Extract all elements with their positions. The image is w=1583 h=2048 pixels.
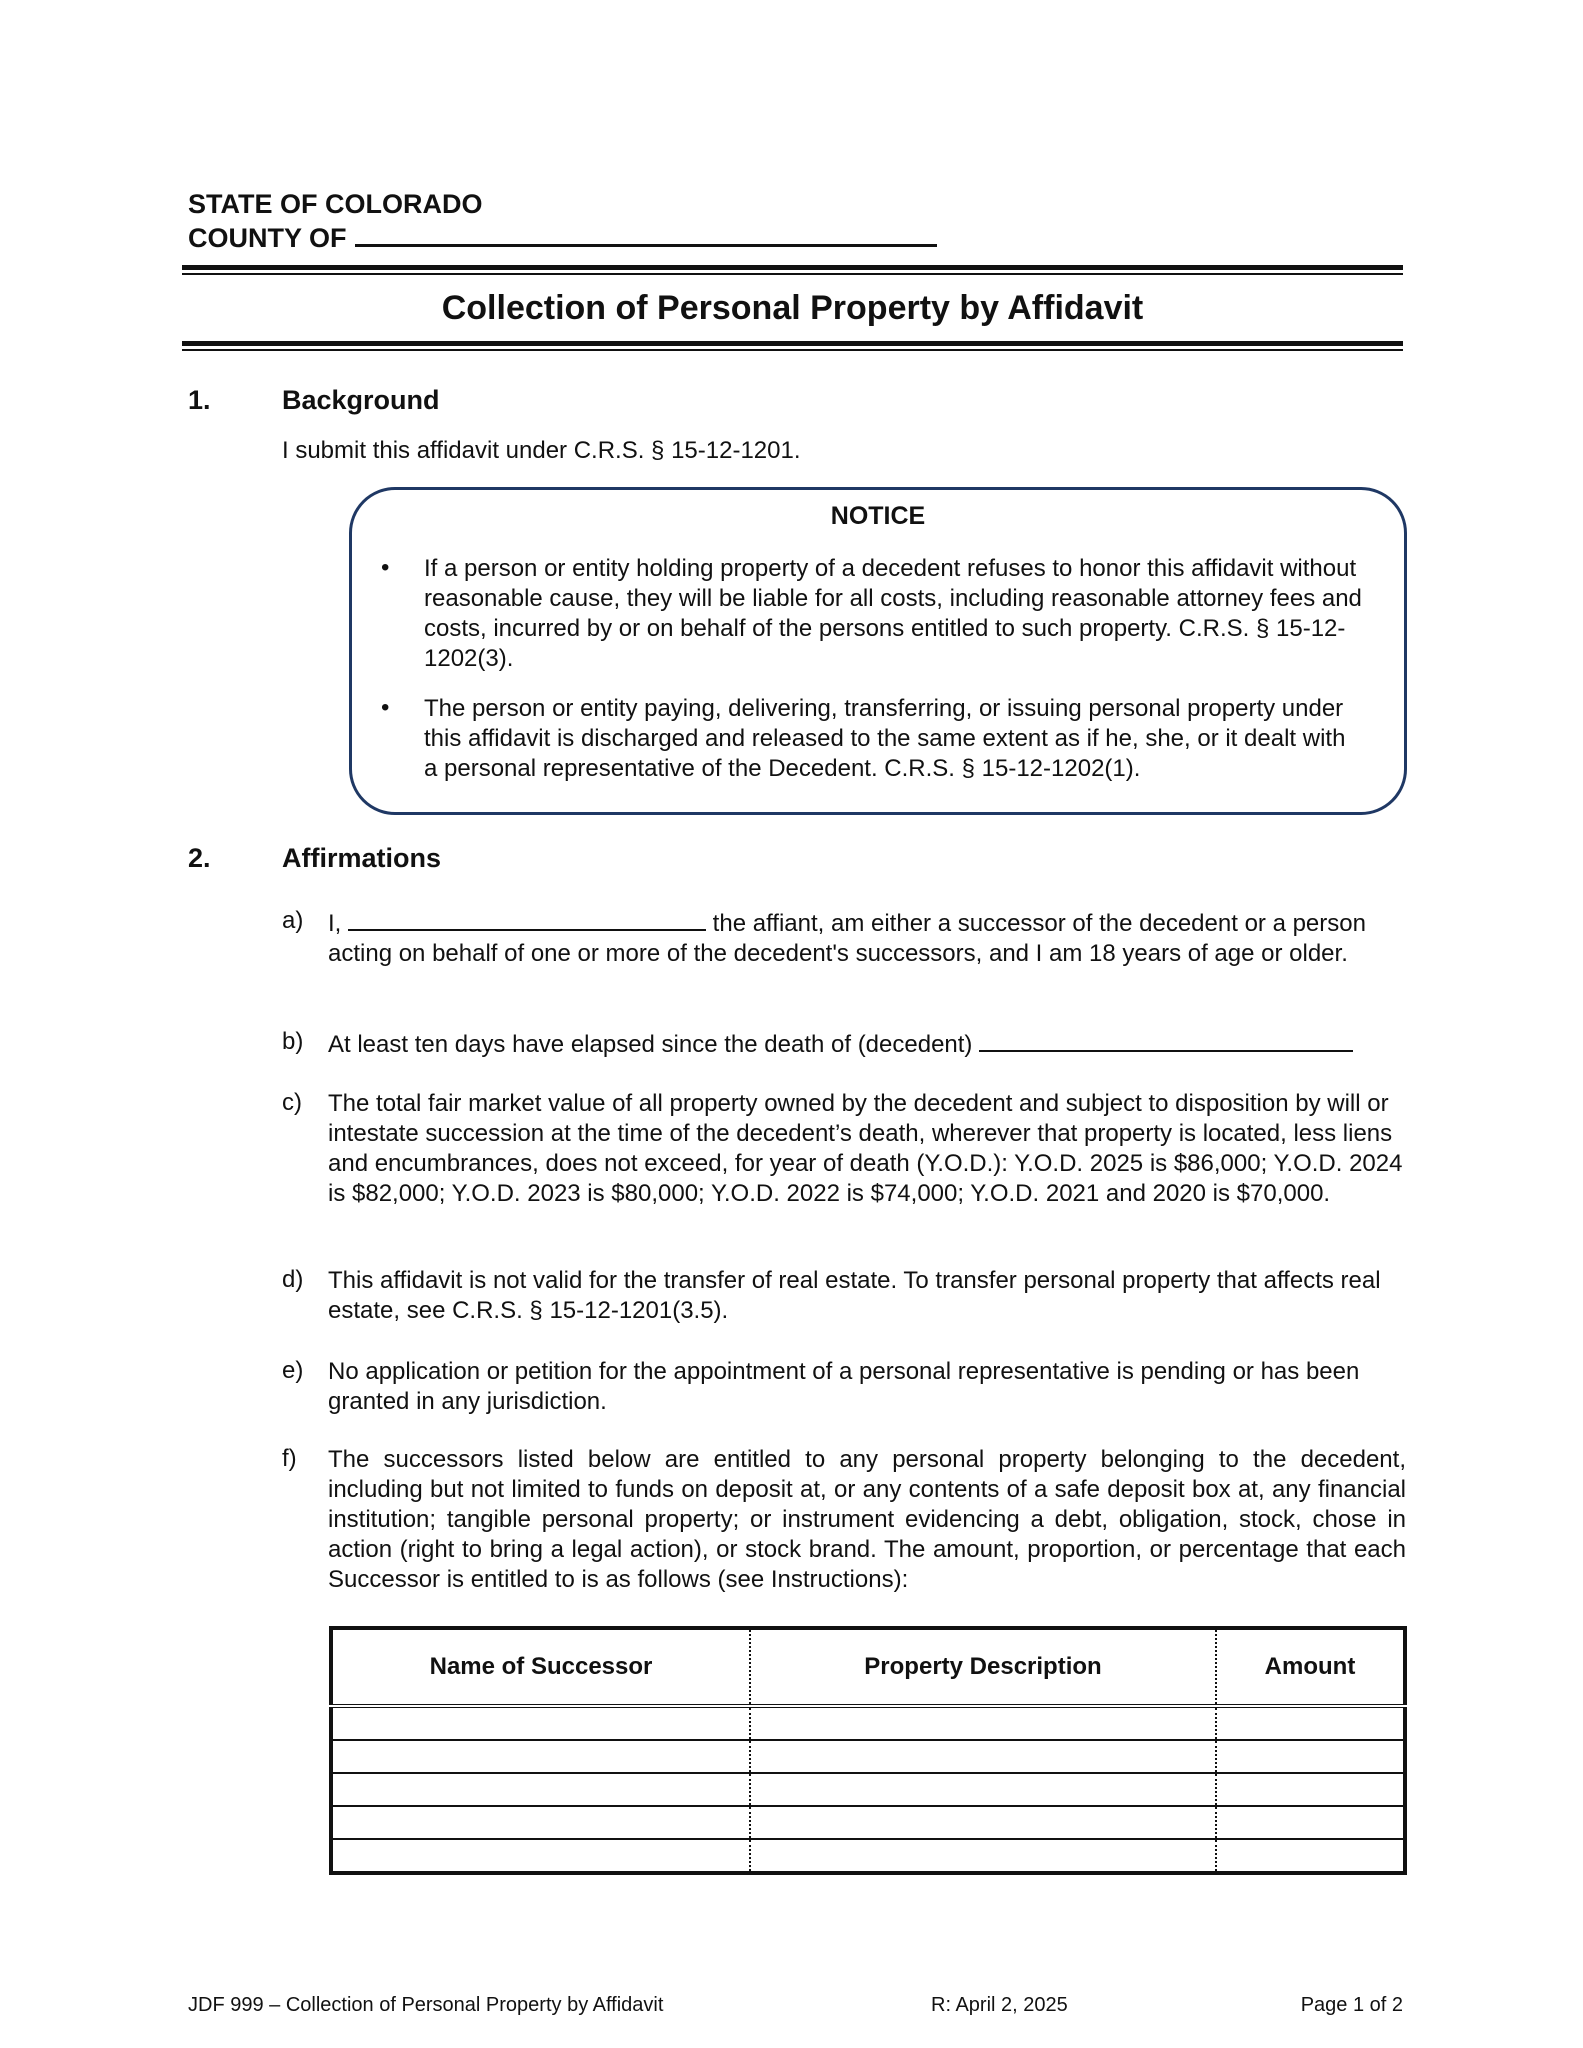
successor-name-cell[interactable] [331,1806,750,1839]
item-label: a) [282,907,304,934]
bottom-rule-thick [182,341,1403,346]
background-text: I submit this affidavit under C.R.S. § 15-12-1201. [282,437,801,464]
item-label: b) [282,1028,304,1055]
affiant-prefix: I, [328,910,342,937]
amount-cell[interactable] [1216,1839,1405,1873]
amount-cell[interactable] [1216,1740,1405,1773]
notice-box [349,487,1407,815]
property-description-cell[interactable] [750,1839,1216,1873]
successor-name-cell[interactable] [331,1706,750,1740]
table-row [331,1740,1405,1773]
table-row [331,1706,1405,1740]
successor-name-cell[interactable] [331,1740,750,1773]
amount-cell[interactable] [1216,1806,1405,1839]
footer-revision-date: R: April 2, 2025 [931,1994,1068,2016]
column-header-property: Property Description [750,1628,1216,1706]
document-title: Collection of Personal Property by Affidavit [441,289,1144,327]
table-header-row [331,1628,1405,1706]
county-label: COUNTY OF [188,223,347,253]
affirmation-c: The total fair market value of all property owned by the decedent and subject to disposition by will or intestate succession at the time of the decedent’s death, wherever that property is located, less liens and encumbrances, does not exceed, for year of death (Y.O.D.): Y.O.D. 2025 is $86,000; Y.O.D. 2024 is $82,000; Y.O.D. 2023 is $80,000; Y.O.D. 2022 is $74,000; Y.O.D. 2021 and 2020 is $70,000. [328,1090,1403,1207]
affirmation-text: At least ten days have elapsed since the death of (decedent) [328,1031,973,1058]
notice-bullet-text: The person or entity paying, delivering, transferring, or issuing personal property under this affidavit is discharged and released to the same extent as if he, she, or it dealt with a personal representative of the Decedent. C.R.S. § 15-12-1202(1). [424,695,1346,782]
item-label: f) [282,1445,297,1472]
bullet-icon: • [381,694,390,721]
bullet-icon: • [381,554,390,581]
affiant-name-field[interactable] [348,907,706,931]
section-number: 1. [188,385,211,415]
successor-name-cell[interactable] [331,1839,750,1873]
amount-cell[interactable] [1216,1773,1405,1806]
section-title: Affirmations [282,843,442,873]
property-description-cell[interactable] [750,1806,1216,1839]
column-header-amount: Amount [1216,1628,1405,1706]
property-description-cell[interactable] [750,1706,1216,1740]
property-description-cell[interactable] [750,1773,1216,1806]
section-title: Background [282,385,440,415]
affirmation-f: The successors listed below are entitled to any personal property belonging to the decedent, including but not limited to funds on deposit at, or any contents of a safe deposit box at, any financial institution; tangible personal property; or instrument evidencing a debt, obligation, stock, chose in action (right to bring a legal action), or stock brand. The amount, proportion, or percentage that each Successor is entitled to is as follows (see Instructions): [328,1446,1406,1593]
notice-title: NOTICE [830,502,926,530]
county-heading [188,220,937,254]
affiant-text: the affiant, am either a successor of the decedent or a person acting on behalf of one or more of the decedent's successors, and I am 18 years of age or older. [328,910,1366,967]
bottom-rule-thin [182,349,1403,351]
top-rule-thin [182,273,1403,275]
item-label: e) [282,1357,304,1384]
affirmation-b [328,1028,1406,1060]
top-rule-thick [182,265,1403,270]
amount-cell[interactable] [1216,1706,1405,1740]
notice-bullet-text: If a person or entity holding property of a decedent refuses to honor this affidavit without reasonable cause, they will be liable for all costs, including reasonable attorney fees and costs, incurred by or on behalf of the persons entitled to such property. C.R.S. § 15-12-1202(3). [424,555,1362,672]
table-row [331,1806,1405,1839]
section-number: 2. [188,843,211,873]
affirmation-e: No application or petition for the appointment of a personal representative is pending or has been granted in any jurisdiction. [328,1358,1360,1415]
item-label: c) [282,1089,302,1116]
item-label: d) [282,1266,304,1293]
affirmation-d: This affidavit is not valid for the transfer of real estate. To transfer personal property that affects real estate, see C.R.S. § 15-12-1201(3.5). [328,1267,1381,1324]
decedent-name-field[interactable] [979,1028,1353,1052]
table-row [331,1773,1405,1806]
state-heading: STATE OF COLORADO [188,189,483,219]
column-header-name: Name of Successor [331,1628,750,1706]
affirmation-a [328,907,1406,969]
county-input-line[interactable] [355,220,937,247]
footer-page-number: Page 1 of 2 [1300,1994,1403,2016]
property-description-cell[interactable] [750,1740,1216,1773]
successor-table [329,1626,1407,1875]
successor-name-cell[interactable] [331,1773,750,1806]
table-row [331,1839,1405,1873]
footer-form-id: JDF 999 – Collection of Personal Property by Affidavit [188,1994,664,2016]
